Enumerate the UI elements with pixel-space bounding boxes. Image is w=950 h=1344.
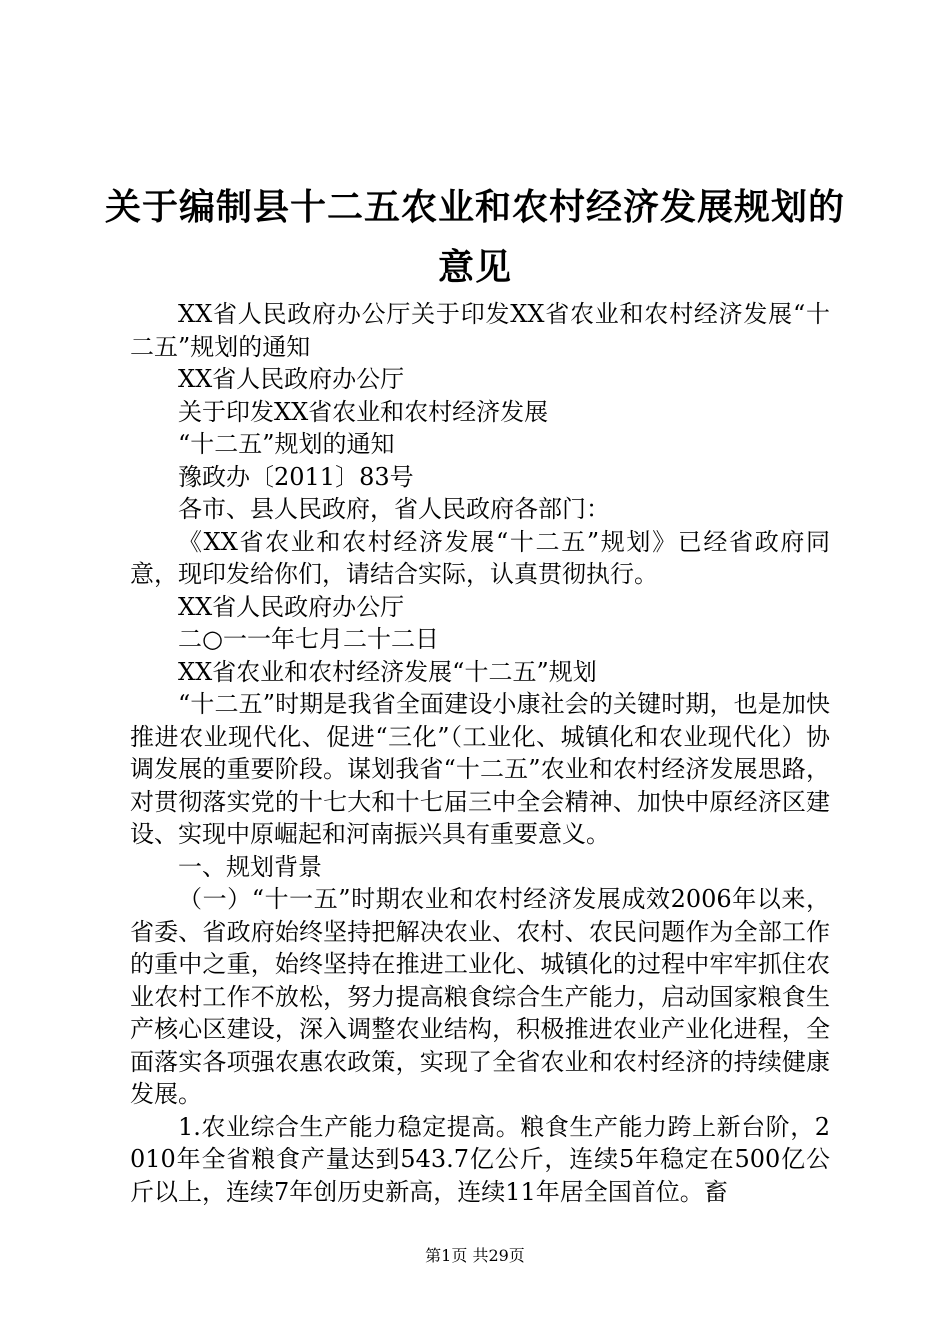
document-title-line-1: 关于编制县十二五农业和农村经济发展规划的: [104, 187, 845, 228]
paragraph-plan-title: XX省农业和农村经济发展“十二五”规划: [178, 657, 597, 686]
paragraph-notice-title-part-1: 关于印发XX省农业和农村经济发展: [178, 397, 549, 426]
page-footer: [0, 1246, 950, 1266]
document-body: [130, 298, 830, 1208]
document-title-line-2: 意见: [437, 247, 512, 288]
paragraph-document-number: 豫政办〔2011〕83号: [178, 462, 414, 491]
paragraph-achievements: （一）“十一五”时期农业和农村经济发展成效2006年以来，省委、省政府始终坚持把解决农业、农村、农民问题作为全部工作的重中之重，始终坚持在推进工业化、城镇化的过程中牢牢抓住农业农村工作不放松，努力提高粮食综合生产能力，启动国家粮食生产核心区建设，深入调整农业结构，积极推进农业产业化进程，全面落实各项强农惠农政策，实现了全省农业和农村经济的持续健康发展。: [130, 885, 830, 1108]
section-heading-background: 一、规划背景: [178, 852, 322, 881]
paragraph-signature-date: 二○一一年七月二十二日: [178, 625, 439, 653]
paragraph-notice-body: 《XX省农业和农村经济发展“十二五”规划》已经省政府同意，现印发给你们，请结合实际，认真贯彻执行。: [130, 527, 830, 588]
paragraph-notice-title-part-2: “十二五”规划的通知: [178, 430, 395, 458]
paragraph-notice-heading: XX省人民政府办公厅关于印发XX省农业和农村经济发展“十二五”规划的通知: [130, 300, 830, 361]
paragraph-signature-issuer: XX省人民政府办公厅: [178, 592, 405, 621]
paragraph-plan-intro: “十二五”时期是我省全面建设小康社会的关键时期，也是加快推进农业现代化、促进“三化”（工业化、城镇化和农业现代化）协调发展的重要阶段。谋划我省“十二五”农业和农村经济发展思路，对贯彻落实党的十七大和十七届三中全会精神、加快中原经济区建设、实现中原崛起和河南振兴具有重要意义。: [130, 690, 830, 848]
paragraph-recipients: 各市、县人民政府，省人民政府各部门：: [178, 495, 610, 523]
page-number-label: 第1页 共29页: [425, 1246, 525, 1265]
paragraph-issuer: XX省人民政府办公厅: [178, 365, 405, 393]
paragraph-production-capacity: 1.农业综合生产能力稳定提高。粮食生产能力跨上新台阶，2010年全省粮食产量达到543.7亿公斤，连续5年稳定在500亿公斤以上，连续7年创历史新高，连续11年居全国首位。畜: [130, 1112, 830, 1206]
